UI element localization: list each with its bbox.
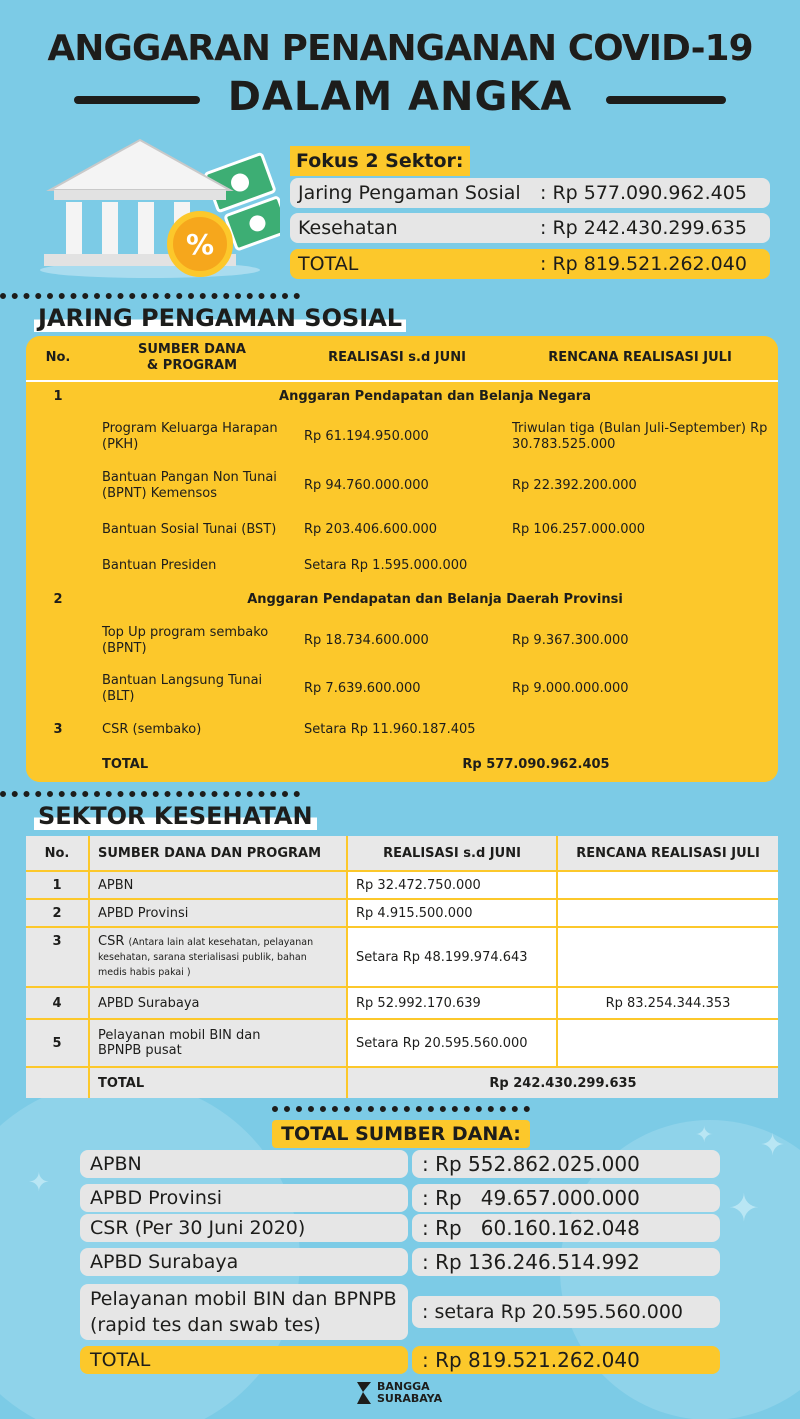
- jps-realization: Rp 94.760.000.000: [294, 462, 500, 510]
- divider: [0, 791, 300, 797]
- focus-label: Fokus 2 Sektor:: [290, 146, 470, 176]
- logo-mark-icon: [355, 1380, 373, 1406]
- health-plan: [558, 900, 778, 926]
- jps-realization: Rp 18.734.600.000: [294, 618, 500, 664]
- jps-realization: Setara Rp 1.595.000.000: [294, 550, 500, 582]
- section-title-health: SEKTOR KESEHATAN: [34, 802, 317, 830]
- jps-group-title: Anggaran Pendapatan dan Belanja Negara: [92, 382, 778, 412]
- title-rule-right: [606, 96, 726, 104]
- health-realization: Rp 32.472.750.000: [348, 872, 556, 898]
- health-total-value: Rp 242.430.299.635: [348, 1068, 778, 1098]
- focus-row-value: : Rp 577.090.962.405: [540, 182, 747, 204]
- jps-realization: Rp 61.194.950.000: [294, 414, 500, 460]
- health-plan: [558, 928, 778, 986]
- health-no: 2: [26, 900, 88, 926]
- jps-realization: Rp 7.639.600.000: [294, 666, 500, 712]
- jps-program: Bantuan Langsung Tunai (BLT): [92, 666, 292, 712]
- summary-value: : Rp 136.246.514.992: [412, 1248, 720, 1276]
- summary-value: : Rp 60.160.162.048: [412, 1214, 720, 1242]
- health-header-no: No.: [26, 836, 88, 870]
- health-plan: Rp 83.254.344.353: [558, 988, 778, 1018]
- jps-realization: Setara Rp 11.960.187.405: [294, 714, 500, 746]
- divider: [0, 293, 300, 299]
- jps-group-no: 1: [26, 382, 90, 412]
- health-program: APBD Provinsi: [90, 900, 346, 926]
- jps-total-no: [26, 748, 90, 782]
- jps-header-source: SUMBER DANA & PROGRAM: [138, 342, 246, 373]
- health-no: 5: [26, 1020, 88, 1066]
- focus-row-label: Jaring Pengaman Sosial: [298, 182, 521, 204]
- health-realization: Setara Rp 20.595.560.000: [348, 1020, 556, 1066]
- jps-program: Bantuan Presiden: [92, 550, 292, 582]
- jps-plan: [502, 714, 778, 746]
- logo-line1: BANGGA: [377, 1380, 430, 1393]
- sparkle-icon: ✦: [695, 1123, 714, 1148]
- jps-program: Bantuan Sosial Tunai (BST): [92, 512, 292, 548]
- health-header-source: SUMBER DANA DAN PROGRAM: [90, 836, 346, 870]
- jps-realization: Rp 203.406.600.000: [294, 512, 500, 548]
- jps-program: CSR (sembako): [92, 714, 292, 746]
- summary-value: : Rp 49.657.000.000: [412, 1184, 720, 1212]
- health-no: 3: [26, 928, 88, 986]
- summary-value: : setara Rp 20.595.560.000: [412, 1296, 720, 1328]
- bank-money-icon: [30, 134, 280, 280]
- health-realization: Setara Rp 48.199.974.643: [348, 928, 556, 986]
- health-total-label: TOTAL: [90, 1068, 346, 1098]
- summary-label: Pelayanan mobil BIN dan BPNPB (rapid tes dan swab tes): [80, 1284, 408, 1340]
- health-no: 1: [26, 872, 88, 898]
- svg-text:%: %: [185, 228, 215, 261]
- jps-plan: Rp 9.367.300.000: [502, 618, 778, 664]
- jps-total-value: Rp 577.090.962.405: [294, 748, 778, 782]
- jps-header-realization: REALISASI s.d JUNI: [328, 350, 466, 365]
- summary-label-total: TOTAL: [80, 1346, 408, 1374]
- health-program-note: (Antara lain alat kesehatan, pelayanan kesehatan, sarana sterialisasi publik, bahan medis habis pakai ): [98, 937, 314, 978]
- health-total-no: [26, 1068, 88, 1098]
- jps-plan: Rp 9.000.000.000: [502, 666, 778, 712]
- sparkle-icon: ✦: [760, 1128, 786, 1163]
- bangga-surabaya-logo: [355, 1380, 442, 1406]
- jps-plan: [502, 550, 778, 582]
- health-program: APBD Surabaya: [90, 988, 346, 1018]
- summary-label: APBN: [80, 1150, 408, 1178]
- sparkle-icon: ✦: [28, 1168, 50, 1198]
- jps-program: Top Up program sembako (BPNT): [92, 618, 292, 664]
- health-realization: Rp 4.915.500.000: [348, 900, 556, 926]
- jps-header-no: No.: [45, 350, 71, 365]
- page-subtitle: DALAM ANGKA: [227, 74, 573, 120]
- summary-label: APBD Provinsi: [80, 1184, 408, 1212]
- health-plan: [558, 1020, 778, 1066]
- summary-title: TOTAL SUMBER DANA:: [272, 1120, 530, 1148]
- jps-no: 3: [26, 714, 90, 746]
- sparkle-icon: ✦: [728, 1186, 760, 1230]
- health-program: CSR: [98, 934, 125, 949]
- summary-value: : Rp 552.862.025.000: [412, 1150, 720, 1178]
- health-header-realization: REALISASI s.d JUNI: [348, 836, 556, 870]
- health-header-plan: RENCANA REALISASI JULI: [558, 836, 778, 870]
- jps-no-empty: [26, 618, 90, 712]
- jps-group-title: Anggaran Pendapatan dan Belanja Daerah Provinsi: [92, 584, 778, 616]
- health-program: APBN: [90, 872, 346, 898]
- health-program-cell: [90, 928, 346, 986]
- focus-row-label: Kesehatan: [298, 217, 398, 239]
- focus-row-value: : Rp 242.430.299.635: [540, 217, 747, 239]
- focus-row-total: [290, 249, 770, 279]
- summary-label: CSR (Per 30 Juni 2020): [80, 1214, 408, 1242]
- focus-row-value: : Rp 819.521.262.040: [540, 253, 747, 275]
- summary-label: APBD Surabaya: [80, 1248, 408, 1276]
- logo-line2: SURABAYA: [377, 1392, 443, 1405]
- jps-no-empty: [26, 414, 90, 582]
- section-title-jps: JARING PENGAMAN SOSIAL: [34, 304, 406, 332]
- jps-program: Bantuan Pangan Non Tunai (BPNT) Kemensos: [92, 462, 292, 510]
- jps-plan: Rp 22.392.200.000: [502, 462, 778, 510]
- divider: [272, 1106, 530, 1112]
- jps-program: Program Keluarga Harapan (PKH): [92, 414, 292, 460]
- health-realization: Rp 52.992.170.639: [348, 988, 556, 1018]
- jps-total-label: TOTAL: [92, 748, 292, 782]
- page-title: ANGGARAN PENANGANAN COVID-19: [47, 28, 753, 69]
- focus-row: [290, 213, 770, 243]
- health-no: 4: [26, 988, 88, 1018]
- jps-group-no: 2: [26, 584, 90, 616]
- jps-header-plan: RENCANA REALISASI JULI: [548, 350, 732, 365]
- jps-plan: Rp 106.257.000.000: [502, 512, 778, 548]
- jps-plan: Triwulan tiga (Bulan Juli-September) Rp 30.783.525.000: [502, 414, 778, 460]
- health-program: Pelayanan mobil BIN dan BPNPB pusat: [90, 1020, 346, 1066]
- focus-row: [290, 178, 770, 208]
- focus-row-label: TOTAL: [298, 253, 359, 275]
- summary-value-total: : Rp 819.521.262.040: [412, 1346, 720, 1374]
- health-plan: [558, 872, 778, 898]
